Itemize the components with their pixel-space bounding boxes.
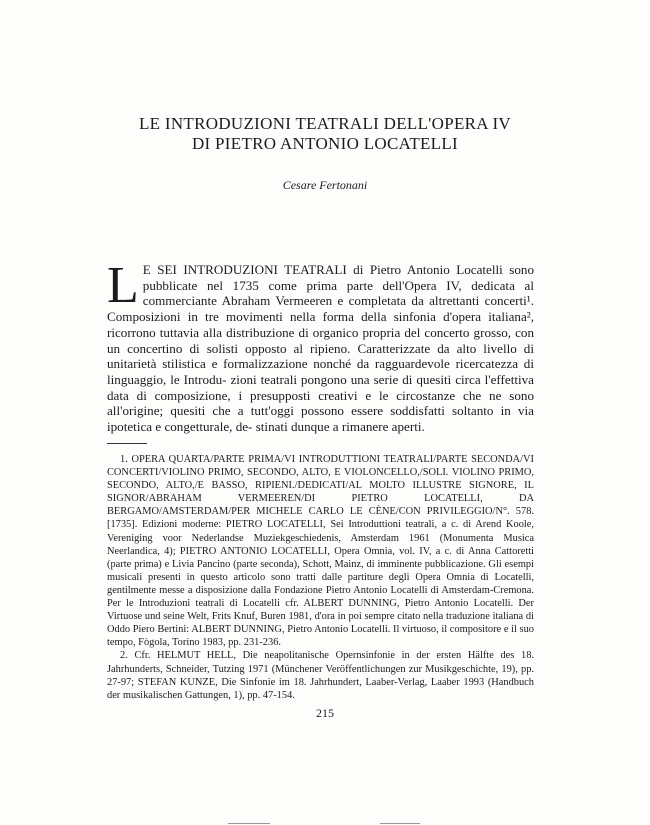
body-line: E SEI INTRODUZIONI TEATRALI di Pietro Antonio Locatelli sono pubblicate — [142, 262, 534, 293]
body-line: tutt'oggi possono essere soddisfatti soltanto in via ipotetica e congetturale, de- — [107, 403, 534, 435]
bottom-rule-left — [228, 823, 270, 824]
footnotes — [107, 453, 534, 702]
body-line: solisti opposto al ripieno. Caratterizzate da alto livello di unitarietà stilistica e — [107, 340, 534, 372]
page-number: 215 — [316, 706, 334, 720]
article-title-line-2: DI PIETRO ANTONIO LOCATELLI — [191, 134, 459, 153]
body-paragraph — [107, 257, 534, 435]
drop-cap: L — [107, 257, 139, 314]
body-line: i presupposti creativi e le circostanze che ne sono all'origine; quesiti che a — [107, 387, 534, 419]
footnote-separator — [107, 443, 147, 444]
footnote-1: 1. OPERA QUARTA/PARTE PRIMA/VI INTRODUTTIONI TEATRALI/PARTE SECONDA/VI CONCERTI/VIOLINO PRIMO, SECONDO, ALTO, E VIOLONCELLO,/SOLI. VIOLINO PRIMO, SECONDO, ALTO,/E BASSO, RIPIENI./DEDICATI/AL MOLTO ILLUSTRE SIGNORE, IL SIGNOR/ABRAHAM VERMEEREN/DI PIETRO LOCATELLI, DA BERGAMO/AMSTERDAM/PER MICHELE CARLO LE CÈNE/CON PRIVILEGGIO/N°. 578. [1735]. Edizioni moderne: PIETRO LOCATELLI, Sei Introduttioni teatrali, a c. di Arend Koole, Vereniging voor Nederlandse Muziekgeschiedenis, Amsterdam 1961 (Monumenta Musica Neerlandica, 4); PIETRO ANTONIO LOCATELLI, Opera Omnia, vol. IV, a c. di Anna Cattoretti (parte prima) e Livia Pancino (parte seconda), Schott, Mainz, di imminente pubblicazione. Gli esempi musicali presenti in questo articolo sono tratti dalle partiture degli Opera Omnia di Locatelli, gentilmente messe a disposizione dalla Fondazione Pietro Antonio Locatelli di Amsterdam-Cremona. Per le Introduzioni teatrali di Locatelli cfr. ALBERT DUNNING, Pietro Antonio Locatelli. Der Virtuose und seine Welt, Frits Knuf, Buren 1981, d'ora in poi sempre citato nella traduzione italiana di Oddo Piero Bertini: ALBERT DUNNING, Pietro Antonio Locatelli. Il virtuoso, il compositore e il suo tempo, Fògola, Torino 1983, pp. 231-236. — [107, 454, 534, 649]
body-line: stinati dunque a rimanere aperti. — [255, 419, 425, 435]
body-line: alla distribuzione di organico propria del concerto grosso, con un concertino di — [107, 324, 534, 356]
body-line: Abraham Vermeeren e completata da altrettanti concerti¹. Composizioni — [107, 293, 534, 325]
footnote-2: 2. Cfr. HELMUT HELL, Die neapolitanische Opernsinfonie in der ersten Hälfte des 18. Jahrhunderts, Schneider, Tutzing 1971 (Münchener Veröffentlichungen zur Musikgeschichte, 19), pp. 27-97; STEFAN KUNZE, Die Sinfonie im 18. Jahrhundert, Laaber-Verlag, Laaber 1993 (Handbuch der musikalischen Gattungen, 1), pp. 47-154. — [107, 650, 534, 701]
body-line: nel 1735 come prima parte dell'Opera IV, dedicata al commerciante — [142, 277, 534, 309]
article-title-line-1: LE INTRODUZIONI TEATRALI DELL'OPERA IV — [138, 114, 512, 133]
bottom-rule-right — [380, 823, 420, 824]
author-name: Cesare Fertonani — [282, 178, 368, 192]
body-line: in tre movimenti nella forma della sinfonia d'opera italiana², ricorrono tuttavia — [107, 309, 534, 340]
body-line: zioni teatrali pongono una serie di quesiti circa l'effettiva data di composizione, — [107, 371, 534, 403]
body-line: formalizzazione nonché da ragguardevole ricercatezza di linguaggio, le Introdu- — [107, 356, 534, 387]
